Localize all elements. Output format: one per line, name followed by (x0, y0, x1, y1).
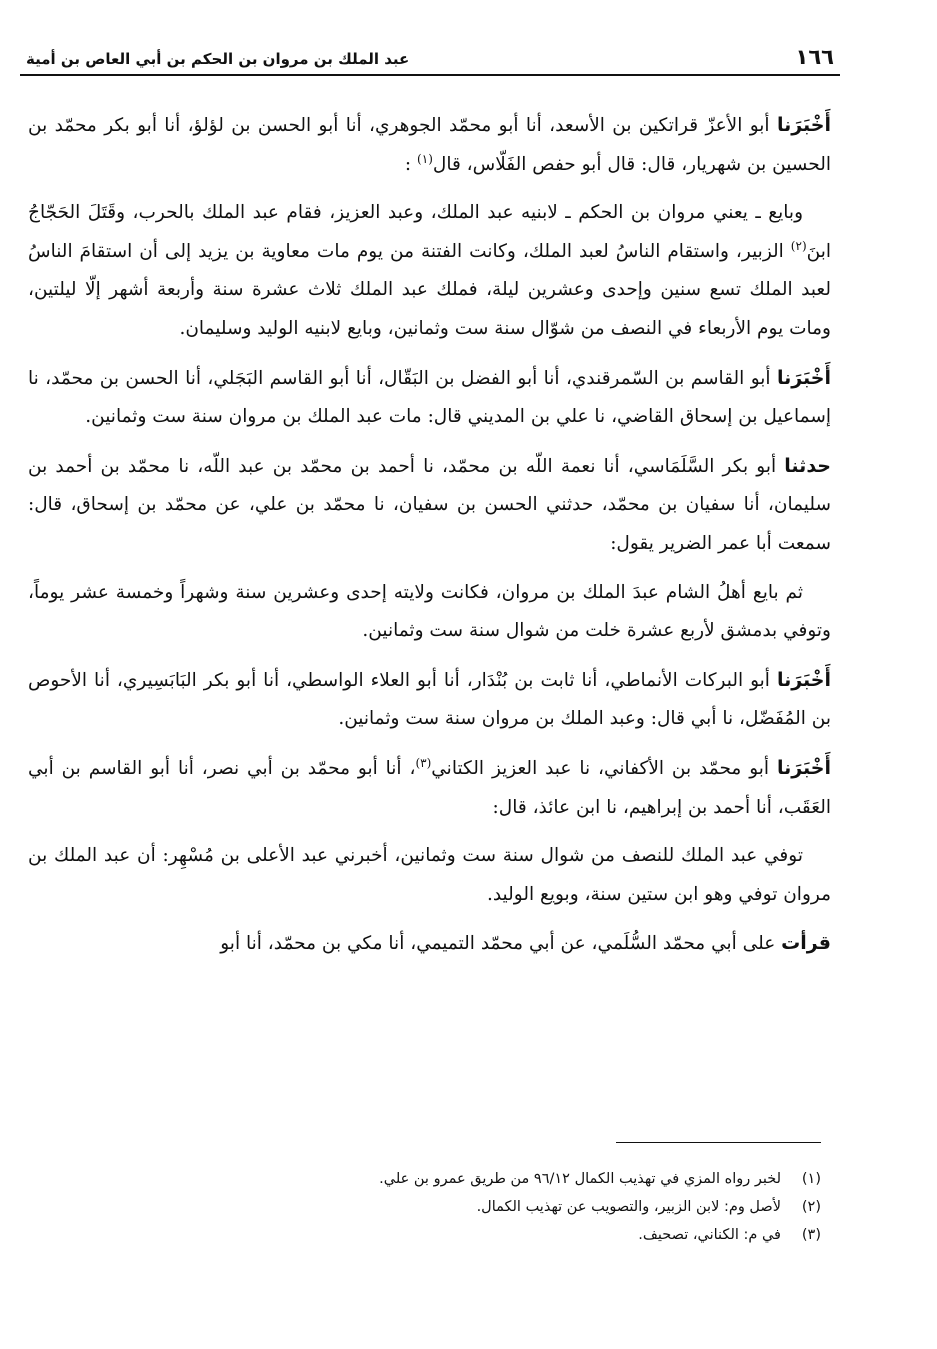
paragraph-text: أبو محمّد بن الأكفاني، نا عبد العزيز الكتاني (431, 757, 777, 779)
paragraph-text: أبو البركات الأنماطي، أنا ثابت بن بُنْدَار، أنا أبو العلاء الواسطي، أنا أبو بكر البَابَسِيري، أنا الأحوص بن المُفَضّل، نا أبي قال: وعبد الملك بن مروان سنة ست وثمانين. (28, 669, 831, 730)
paragraph-tail: الزبير، واستقام الناسُ لعبد الملك، وكانت الفتنة من يوم مات معاوية بن يزيد إلى أن استقامَ الناسُ لعبد الملك تسع سنين وإحدى وعشرين ليلة، فملك عبد الملك ثلاث عشرة سنة وأربعة أشهر إلّا ليلتين، ومات يوم الأربعاء في النصف من شوّال سنة ست وثمانين، وبايع لابنيه الوليد وسليمان. (28, 240, 831, 339)
footnote-text: لخبر رواه المزي في تهذيب الكمال ٩٦/١٢ من طريق عمرو بن علي. (379, 1171, 781, 1187)
footnote (121, 1165, 821, 1193)
paragraph-text: على أبي محمّد السُّلَمي، عن أبي محمّد التميمي، أنا مكي بن محمّد، أنا أبو (220, 933, 782, 955)
footnote-marker: (١) (417, 151, 433, 166)
running-title: عبد الملك بن مروان بن الحكم بن أبي العاص بن أمية (26, 50, 410, 68)
footnote (121, 1221, 821, 1249)
footnote-separator (616, 1142, 821, 1143)
paragraph (28, 194, 831, 348)
narration-keyword: أَخْبَرَنا (776, 668, 831, 691)
footnote-number: (٣) (801, 1227, 821, 1243)
paragraph (28, 447, 831, 564)
paragraph-tail: : (404, 153, 418, 175)
paragraph (28, 574, 831, 651)
page-number: ١٦٦ (795, 45, 834, 69)
footnote-marker: (٣) (415, 755, 432, 770)
narration-keyword: أَخْبَرَنا (776, 756, 832, 779)
footnote-marker: (٢) (790, 238, 807, 253)
paragraph (28, 661, 831, 739)
paragraph-text: ثم بايع أهلُ الشام عبدَ الملك بن مروان، فكانت ولايته إحدى وعشرين سنة وشهراً وخمسة عشر يوماً، وتوفي بدمشق لأربع عشرة خلت من شوال سنة ست وثمانين. (28, 581, 831, 642)
paragraph-text: أبو بكر السَّلَمَاسي، أنا نعمة اللّه بن محمّد، نا أحمد بن محمّد بن عبد اللّه، نا محمّد بن أحمد بن سليمان، أنا سفيان بن محمّد، حدثني الحسن بن سفيان، نا محمّد بن علي، عن محمّد بن إسحاق، قال: سمعت أبا عمر الضرير يقول: (28, 455, 831, 554)
paragraph (28, 924, 831, 964)
page-header (20, 40, 840, 76)
paragraph-tail: ، أنا أبو محمّد بن أبي نصر، أنا أبو القاسم بن أبي العَقَب، أنا أحمد بن إبراهيم، نا ابن عائذ، قال: (28, 757, 831, 818)
paragraph (28, 749, 831, 827)
narration-keyword: أَخْبَرَنا (776, 114, 831, 136)
paragraph (28, 837, 831, 914)
paragraph-text: توفي عبد الملك للنصف من شوال سنة ست وثمانين، أخبرني عبد الأعلى بن مُسْهِر: أن عبد الملك بن مروان توفي وهو ابن ستين سنة، وبويع الوليد. (28, 845, 831, 905)
narration-keyword: أَخْبَرَنا (776, 366, 831, 389)
narration-keyword: قرأت (781, 932, 831, 955)
main-text (28, 106, 831, 974)
footnote (121, 1193, 821, 1221)
footnote-text: في م: الكناني، تصحيف. (638, 1227, 781, 1243)
narration-keyword: حدثنا (784, 454, 831, 477)
footnote-text: لأصل وم: لابن الزبير، والتصويب عن تهذيب الكمال. (476, 1199, 781, 1215)
paragraph-text: أبو الأعزّ قراتكين بن الأسعد، أنا أبو محمّد الجوهري، أنا أبو الحسن بن لؤلؤ، أنا أبو بكر محمّد بن الحسين بن شهريار، قال: قال أبو حفص الفَلّاس، قال (28, 115, 831, 175)
paragraph (28, 359, 831, 437)
footnotes (121, 1165, 821, 1249)
paragraph-text: وبايع ـ يعني مروان بن الحكم ـ لابنيه عبد الملك، وعبد العزيز، فقام عبد الملك بالحرب، وقَتَلَ الحَجّاجُ ابنَ (28, 202, 831, 262)
footnote-number: (٢) (801, 1199, 821, 1215)
paragraph (28, 106, 831, 184)
paragraph-text: أبو القاسم بن السّمرقندي، أنا أبو الفضل بن البَقّال، أنا أبو القاسم البَجَلي، أنا الحسن بن محمّد، نا إسماعيل بن إسحاق القاضي، نا علي بن المديني قال: مات عبد الملك بن مروان سنة ست وثمانين. (28, 367, 831, 428)
footnote-number: (١) (801, 1171, 821, 1187)
